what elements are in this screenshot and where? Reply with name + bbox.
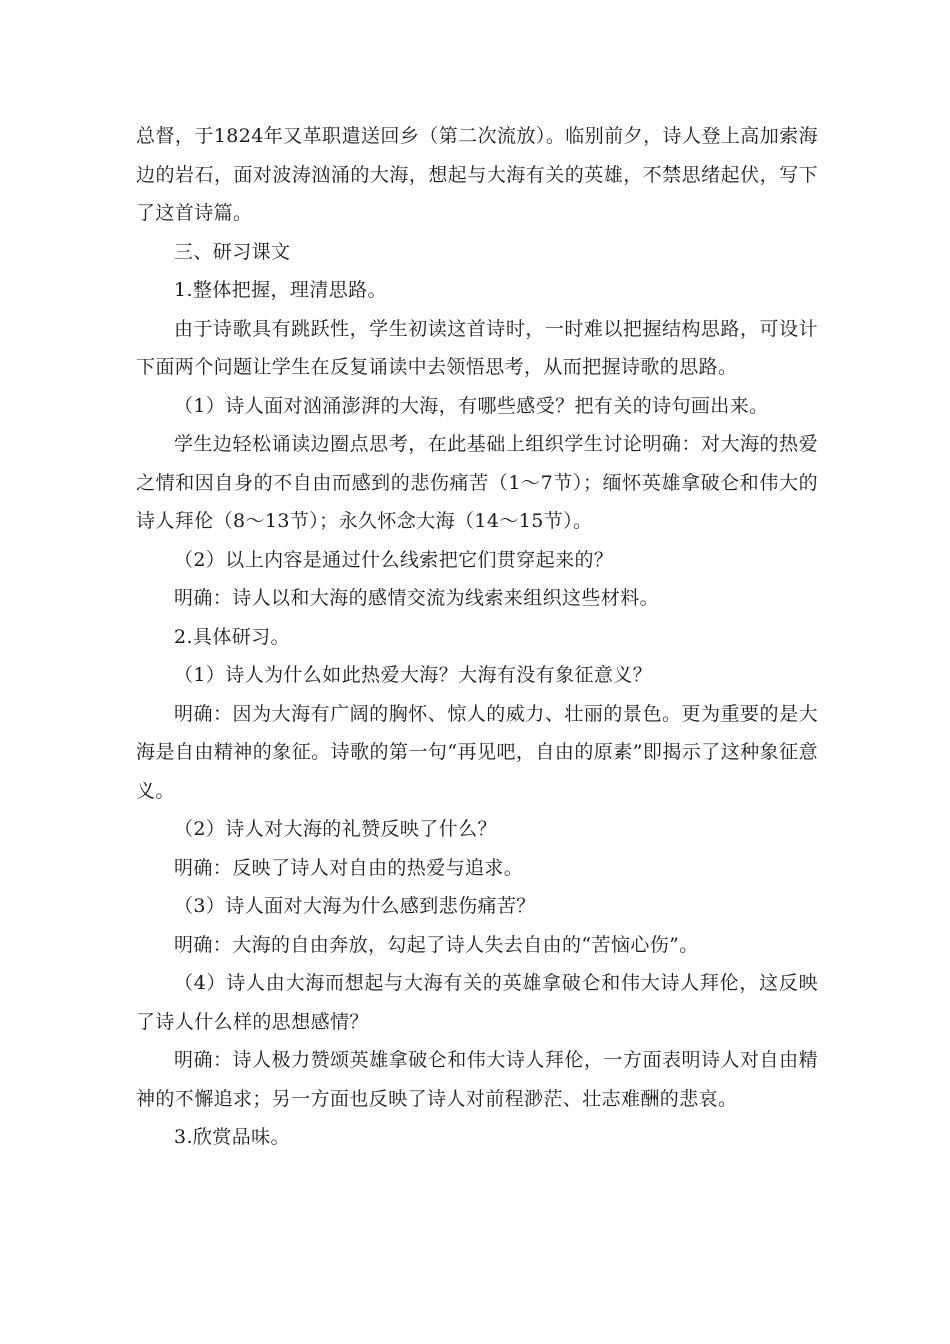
question-praise-reflects: （2）诗人对大海的礼赞反映了什么？ xyxy=(174,818,497,840)
answer-why-love-sea: 明确：因为大海有广阔的胸怀、惊人的威力、壮丽的景色。更为重要的是大海是自由精神的象征。诗歌的第一句“再见吧，自由的原素”即揭示了这种象征意义。 xyxy=(136,702,818,802)
subsection-heading-appreciation: 3.欣赏品味。 xyxy=(174,1126,290,1148)
subsection-heading-overall: 1.整体把握，理清思路。 xyxy=(174,279,387,301)
answer-praise-reflects: 明确：反映了诗人对自由的热爱与追求。 xyxy=(174,856,524,879)
answer-why-sad: 明确：大海的自由奔放，勾起了诗人失去自由的“苦恼心伤”。 xyxy=(174,933,699,956)
question-heroes: （4）诗人由大海而想起与大海有关的英雄拿破仑和伟大诗人拜伦，这反映了诗人什么样的思想感情？ xyxy=(136,972,818,1033)
answer-heroes: 明确：诗人极力赞颂英雄拿破仑和伟大诗人拜伦，一方面表明诗人对自由精神的不懈追求；另一方面也反映了诗人对前程渺茫、壮志难酬的悲哀。 xyxy=(136,1049,818,1110)
paragraph-discussion: 学生边轻松诵读边圈点思考，在此基础上组织学生讨论明确：对大海的热爱之情和因自身的不自由而感到的悲伤痛苦（1～7节）；缅怀英雄拿破仑和伟大的诗人拜伦（8～13节）；永久怀念大海（14～15节）。 xyxy=(136,433,818,532)
document-body xyxy=(136,117,818,1157)
paragraph-design-questions: 由于诗歌具有跳跃性，学生初读这首诗时，一时难以把握结构思路，可设计下面两个问题让学生在反复诵读中去领悟思考，从而把握诗歌的思路。 xyxy=(136,317,818,378)
question-why-love-sea: （1）诗人为什么如此热爱大海？大海有没有象征意义？ xyxy=(174,664,653,686)
question-1-feelings: （1）诗人面对汹涌澎湃的大海，有哪些感受？把有关的诗句画出来。 xyxy=(174,394,769,417)
paragraph-continuation: 总督，于1824年又革职遣送回乡（第二次流放）。临别前夕，诗人登上高加索海边的岩石，面对波涛汹涌的大海，想起与大海有关的英雄，不禁思绪起伏，写下了这首诗篇。 xyxy=(136,125,818,224)
question-2-clue: （2）以上内容是通过什么线索把它们贯穿起来的？ xyxy=(174,548,614,571)
answer-2-clue: 明确：诗人以和大海的感情交流为线索来组织这些材料。 xyxy=(174,587,660,609)
subsection-heading-detailed-study: 2.具体研习。 xyxy=(174,625,290,648)
section-heading-study-text: 三、研习课文 xyxy=(174,240,291,263)
question-why-sad: （3）诗人面对大海为什么感到悲伤痛苦？ xyxy=(174,895,536,917)
